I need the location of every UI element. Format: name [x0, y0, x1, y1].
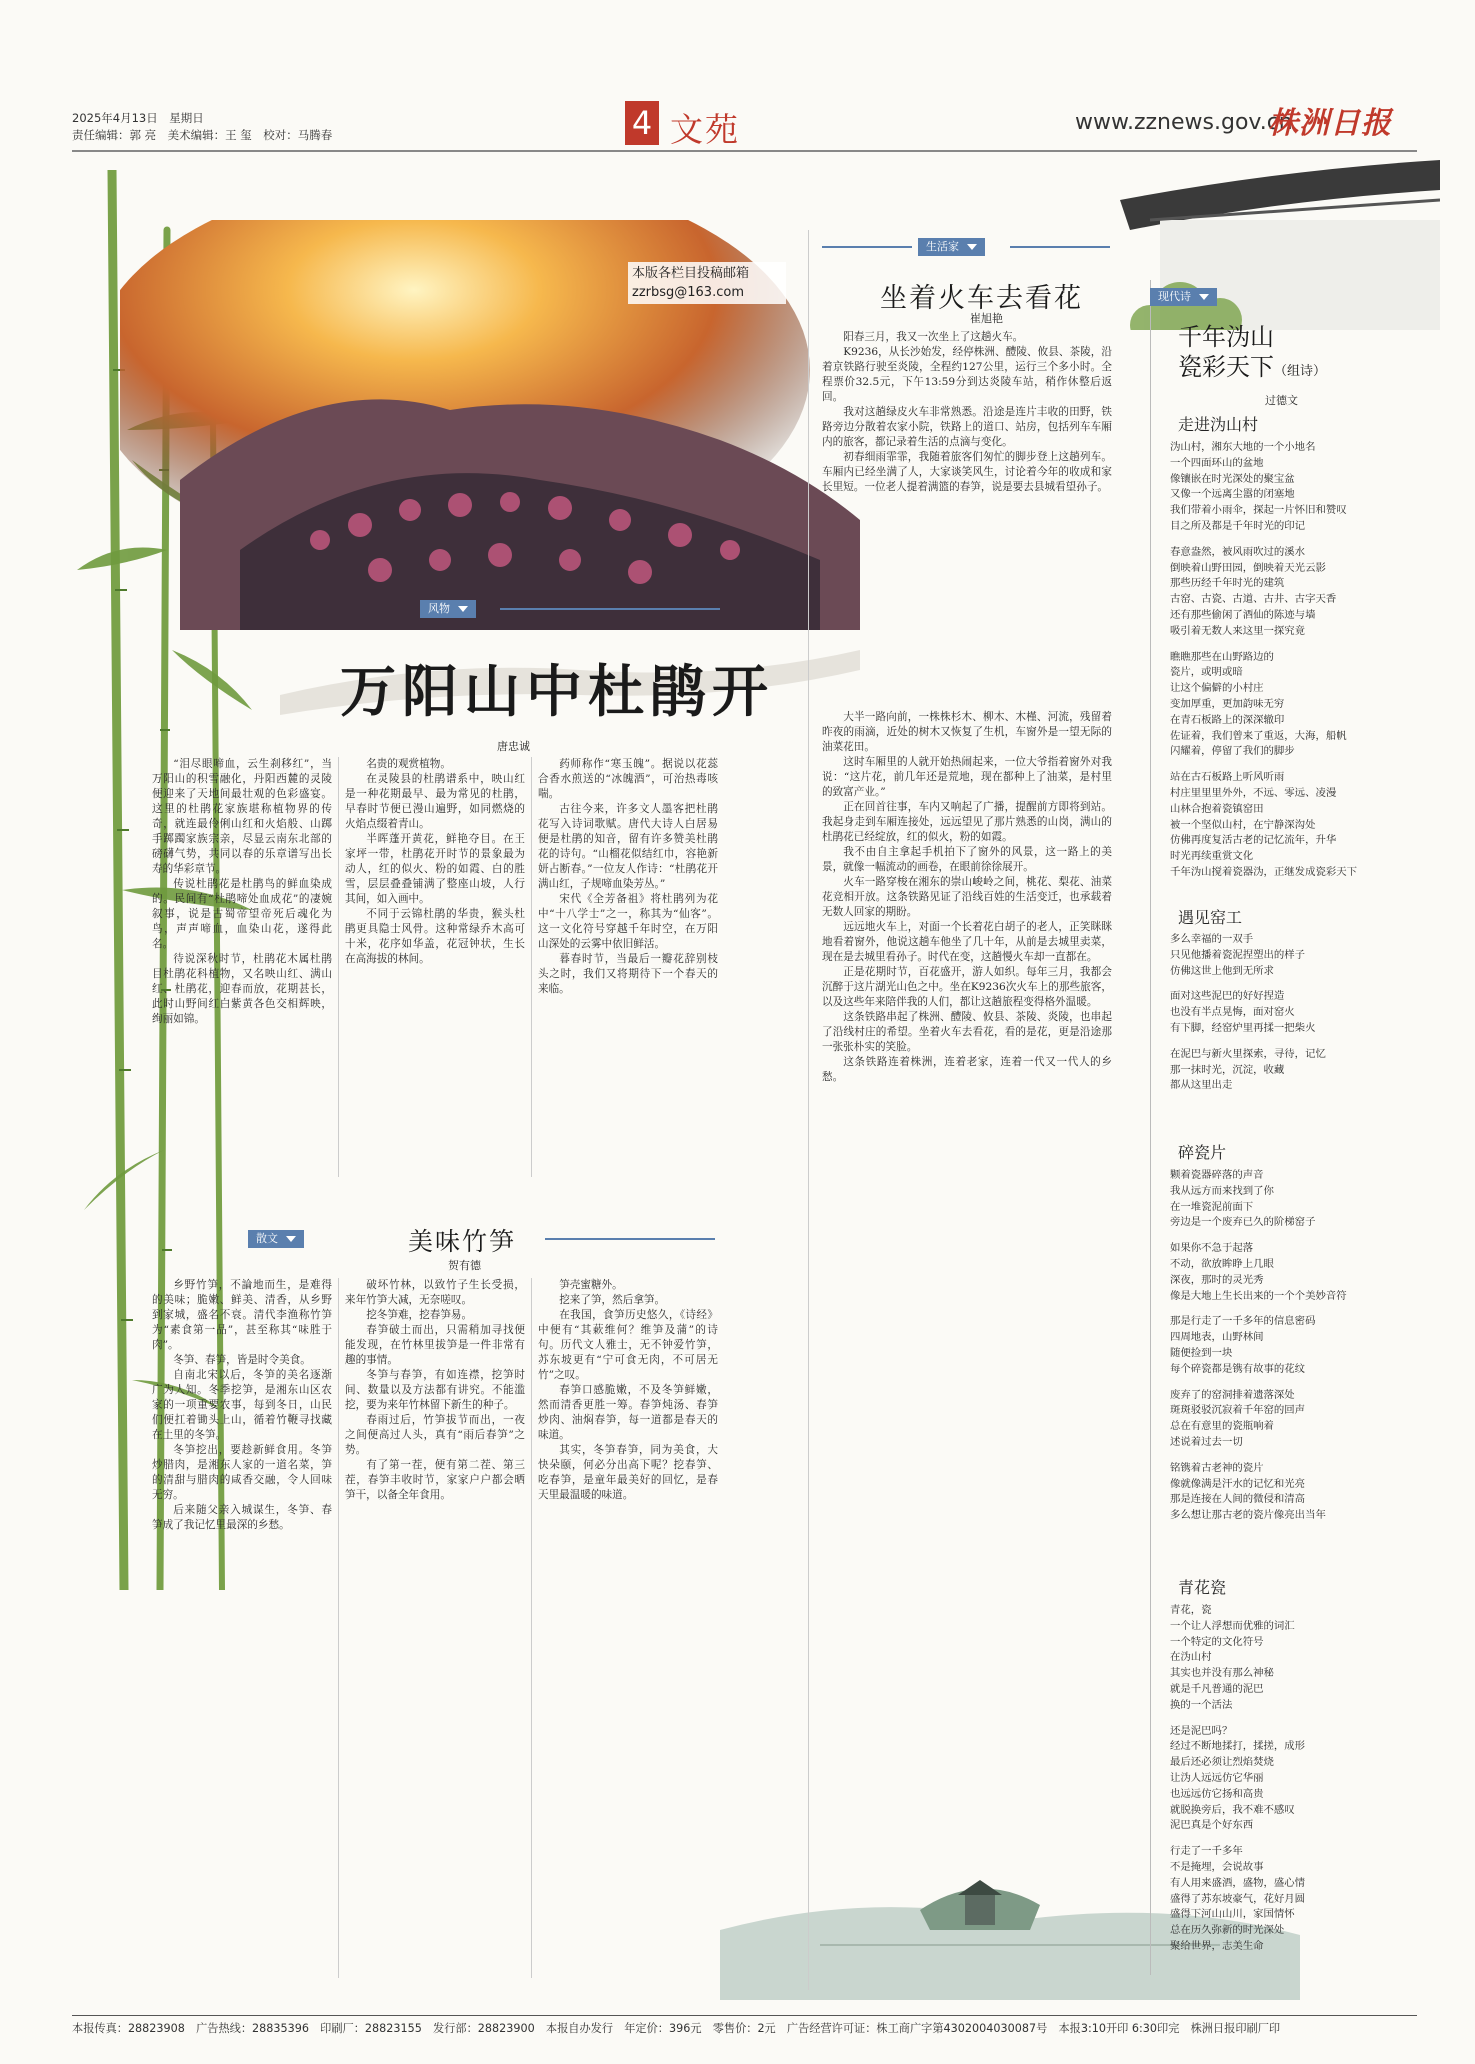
tag-rule [822, 246, 912, 248]
article-title: 坐着火车去看花 [880, 283, 1083, 314]
page-number: 4 [625, 101, 659, 145]
article-column: 乡野竹笋，不論地而生，是难得的美味；脆嫩、鲜美、清香，从乡野到家城，盛名不衰。清代李渔称竹笋为“素食第一品”，甚至称其“味胜于肉”。 冬笋、春笋，皆是时令美食。 自南北宋以后，冬笋的美名逐渐广为人知。冬季挖笋，是湘东山区农家的一项重要农事，每到冬日，山民们便扛着锄头上山，循着竹鞭寻找藏在土里的冬笋。 冬笋挖出，要趁新鲜食用。冬笋炒腊肉，是湘东人家的一道名菜，笋的清甜与腊肉的咸香交融，令人回味无穷。 后来随父亲入城谋生，冬笋、春笋成了我记忆里最深的乡愁。 [152, 1279, 332, 1531]
poem-title: 千年沩山 瓷彩天下（组诗） [1178, 323, 1327, 381]
column-rule [531, 757, 532, 1177]
tag-rule [545, 1238, 715, 1240]
article-column: 名贵的观赏植物。 在灵陵县的杜鹃谱系中，映山红是一种花期最早、最为常见的杜鹃，早春时节便已漫山遍野，如同燃烧的火焰点缀着青山。 半晖蓬开黄花，鲜艳夺目。在王家坪一带，杜鹃花开时节的景象最为动人，红的似火、粉的如霞、白的胜雪，层层叠叠铺满了整座山坡，人行其间，如入画中。 不同于云锦杜鹃的华贵，猴头杜鹃更具隐士风骨。这种常绿乔木高可十米，花序如华盖，花冠钟状，生长在高海拔的林间。 [345, 758, 525, 965]
article-column: 破坏竹林，以致竹子生长受损，来年竹笋大减，无奈嗟叹。 挖冬笋难，挖春笋易。 春笋破土而出，只需稍加寻找便能发现，在竹林里拔笋是一件非常有趣的事情。 冬笋与春笋，有如连襟，挖笋时间、数量以及方法都有讲究。不能滥挖，要为来年竹林留下新生的种子。 春雨过后，竹笋拔节而出，一夜之间便高过人头，真有“雨后春笋”之势。 有了第一茬，便有第二茬、第三茬，春笋丰收时节，家家户户都会晒笋干，以备全年食用。 [345, 1279, 525, 1501]
date-line: 2025年4月13日 星期日 [72, 111, 204, 125]
article-tag: 风物 [420, 600, 476, 618]
editors-line: 责任编辑：郭 亮 美术编辑：王 玺 校对：马腾春 [72, 128, 333, 142]
header-info [72, 110, 332, 144]
poem-tag: 现代诗 [1150, 288, 1217, 306]
article-author: 唐忠诚 [497, 740, 530, 753]
article-author: 贺有德 [448, 1259, 481, 1272]
poem-heading: 遇见窑工 [1178, 908, 1243, 927]
article-column: 笋壳蜜糖外。 挖来了笋，然后拿笋。 在我国，食笋历史悠久，《诗经》中便有“其蔌维何？维笋及蒲”的诗句。历代文人雅士，无不钟爱竹笋，苏东坡更有“宁可食无肉，不可居无竹”之叹。 春笋口感脆嫩，不及冬笋鲜嫩，然而清香更胜一筹。春笋炖汤、春笋炒肉、油焖春笋，每一道都是春天的味道。 其实，冬笋春笋，同为美食，大快朵颐，何必分出高下呢？挖春笋、吃春笋，是童年最美好的回忆，是春天里最温暖的味道。 [538, 1279, 718, 1501]
submission-mailbox [628, 262, 786, 304]
article-title: 万阳山中杜鹃开 [340, 660, 774, 725]
poem-author: 过德文 [1265, 394, 1298, 407]
poem-body: 沩山村，湘东大地的一个小地名 一个四面环山的盆地 像镶嵌在时光深处的聚宝盆 又像一个远离尘嚣的闭塞地 我们带着小雨伞，探起一片怀旧和赞叹 目之所及都是千年时光的印记 春意盎然，被风雨吹过的溪水 倒映着山野田园，倒映着天光云影 那些历经千年时光的建筑 古窑、古瓷、古道、古井、古字天香 还有那些偷闲了酒仙的陈迹与墙 吸引着无数人来这里一探究竟 瞧瞧那些在山野路边的 瓷片，或明或暗 让这个偏僻的小村庄 变加厚重，更加韵味无穷 在青石板路上的深深辙印 佐证着，我们曾来了重返，大海，船帆 闪耀着，停留了我们的脚步 站在古石板路上听风听雨 村庄里里里外外，不远、零远、凌漫 山林合抱着瓷镇窑田 被一个坚似山村，在宁静深沟处 仿佛再度复活古老的记忆流年，升华 时光再续重赏文化 千年沩山搅着瓷器沩，正继发成瓷彩天下 [1170, 441, 1358, 878]
tag-rule [1010, 246, 1110, 248]
mailbox-label: 本版各栏目投稿邮箱 [632, 266, 750, 281]
masthead-logo: 株洲日报 [1268, 106, 1392, 141]
poem-heading: 青花瓷 [1178, 1578, 1227, 1597]
poem-heading: 碎瓷片 [1178, 1143, 1227, 1162]
tag-rule [500, 608, 720, 610]
article-author: 崔旭艳 [970, 312, 1003, 325]
poem-body: 颗着瓷器碎落的声音 我从远方而来找到了你 在一堆瓷泥前面下 旁边是一个废弃已久的阶梯窑子 如果你不急于起落 不动，欲放眸睁上几眼 深夜，那时的灵光秀 像是大地上生长出来的一个个美妙音符 那是行走了一千多年的信息密码 四周地表，山野林间 随便捡到一块 每个碎瓷都是镌有故事的花纹 废弃了的窑洞排着遗落深处 斑斑驳驳沉寂着千年窑的回声 总在有意里的瓷瓶响着 述说着过去一切 铭镌着古老神的瓷片 像就像满是汗水的记忆和光亮 那是连接在人间的微侵和清高 多么想让那古老的瓷片像亮出当年 [1170, 1169, 1347, 1522]
article-tag: 生活家 [918, 238, 985, 256]
section-name: 文苑 [670, 110, 740, 149]
poem-body: 青花，瓷 一个让人浮想而优雅的词汇 一个特定的文化符号 在沩山村 其实也并没有那么神秘 就是千凡普通的泥巴 换的一个活法 还是泥巴吗？ 经过不断地揉打，揉搓，成形 最后还必须让烈焰焚烧 让沩人远远仿它华丽 也远远仿它扬和高贵 就脱换旁后，我不难不感叹 泥巴真是个好东西 行走了一千多年 不是掩埋，会说故事 有人用来盛酒，盛物，盛心情 盛得了苏东坡豪气，花好月圆 盛得下河山山川，家国情怀 总在历久弥新的时光深处 聚给世界，志美生命 [1170, 1604, 1306, 1952]
column-rule [338, 1278, 339, 1978]
column-rule [531, 1278, 532, 1978]
site-url[interactable]: www.zznews.gov.cn [1075, 110, 1293, 135]
column-rule [338, 757, 339, 1177]
poem-heading: 走进沩山村 [1178, 415, 1259, 434]
poem-body: 多么幸福的一双手 只见他播着瓷泥捏塑出的样子 仿佛这世上他到无所求 面对这些泥巴的好好捏造 也没有半点晃悔，面对窑火 有下脚，经窑炉里再揉一把柴火 在泥巴与新火里探索，寻待，记忆 那一抹时光，沉淀，收藏 都从这里出走 [1170, 933, 1326, 1092]
mailbox-email[interactable]: zzrbsg@163.com [632, 285, 744, 300]
footer-info: 本报传真：28823908 广告热线：28835396 印刷厂：28823155 发行部：28823900 本报自办发行 年定价：396元 零售价：2元 广告经营许可证：株工商广字第4302004030087号 本报3:10开印 6:30印完 株洲日报印刷厂印 [72, 2015, 1417, 2036]
article-title: 美味竹笋 [408, 1227, 517, 1256]
header-rule [72, 150, 1417, 152]
article-column: 阳春三月，我又一次坐上了这趟火车。 K9236，从长沙始发，经停株洲、醴陵、攸县、茶陵，沿着京铁路行驶至炎陵，全程约127公里，运行三个多小时。全程票价32.5元，下午13:59分到达炎陵车站，稍作休整后返回。 我对这趟绿皮火车非常熟悉。沿途是连片丰收的田野，铁路旁边分散着农家小院，铁路上的道口、站房，包括列车车厢内的旅客，都记录着生活的点滴与变化。 初春细雨霏霏，我随着旅客们匆忙的脚步登上这趟列车。车厢内已经坐满了人，大家谈笑风生，讨论着今年的收成和家长里短。一位老人提着满篮的春笋，说是要去县城看望孙子。 [822, 331, 1112, 493]
article-tag: 散文 [248, 1230, 304, 1248]
column-rule [808, 230, 809, 1990]
article-column: “泪尽眼啼血，云生刹移红”，当万阳山的积雪融化，丹阳西麓的灵陵便迎来了天地间最壮观的色彩盛宴。这里的杜鹃花家族堪称植物界的传奇，就连最伶俐山红和火焰般、山踯手踯躅家族宗亲，尽显云南东北部的磅礴气势，共同以春的乐章谱写出长寿的华彩章节。 传说杜鹃花是杜鹃鸟的鲜血染成的。民间有“杜鹃啼处血成花”的凄婉叙事，说是古蜀帝望帝死后魂化为鸟，声声啼血，血染山花，遂得此名。 待说深秋时节，杜鹃花木属杜鹃目杜鹃花科植物，又名映山红、满山红、杜鹃花，迎春而放，花期甚长，此时山野间红白紫黄各色交相辉映，绚丽如锦。 [152, 758, 332, 1025]
article-column: 药师称作“寒玉魄”。据说以花蕊合香水煎送的“冰魄酒”，可治热毒咳喘。 古往今来，许多文人墨客把杜鹃花写入诗词歌赋。唐代大诗人白居易便是杜鹃的知音，留有许多赞美杜鹃花的诗句。“山榴花似结红巾，容艳新妍占断春。”一位友人作诗：“杜鹃花开满山红，子规啼血染芳丛。” 宋代《全芳备祖》将杜鹃列为花中“十八学士”之一，称其为“仙客”。这一文化符号穿越千年时空，在万阳山深处的云雾中依旧鲜活。 暮春时节，当最后一瓣花辞别枝头之时，我们又将期待下一个春天的来临。 [538, 758, 718, 995]
article-column: 大半一路向前，一株株杉木、柳木、木槿、河流，残留着昨夜的雨滴，近处的树木又恢复了生机，车窗外是一望无际的油菜花田。 这时车厢里的人就开始热闹起来，一位大爷指着窗外对我说：“这片花，前几年还是荒地，现在都种上了油菜，是村里的致富产业。” 正在回首往事，车内又响起了广播，提醒前方即将到站。我起身走到车厢连接处，远远望见了那片熟悉的山岗，满山的杜鹃花已经绽放，红的似火，粉的如霞。 我不由自主拿起手机拍下了窗外的风景，这一路上的美景，就像一幅流动的画卷，在眼前徐徐展开。 火车一路穿梭在湘东的崇山峻岭之间，桃花、梨花、油菜花竞相开放。这条铁路见证了沿线百姓的生活变迁，也承载着无数人回家的期盼。 远远地火车上，对面一个长着花白胡子的老人，正笑眯眯地看着窗外，他说这趟车他坐了几十年，从前是去城里卖菜，现在是去城里看孙子。时代在变，这趟慢火车却一直都在。 正是花期时节，百花盛开，游人如织。每年三月，我都会沉醉于这片湖光山色之中。坐在K9236次火车上的那些旅客，以及这些年来陪伴我的人们，都让这趟旅程变得格外温暖。 这条铁路串起了株洲、醴陵、攸县、茶陵、炎陵，也串起了沿线村庄的希望。坐着火车去看花，看的是花，更是沿途那一张张朴实的笑脸。 这条铁路连着株洲，连着老家，连着一代又一代人的乡愁。 [822, 711, 1112, 1083]
